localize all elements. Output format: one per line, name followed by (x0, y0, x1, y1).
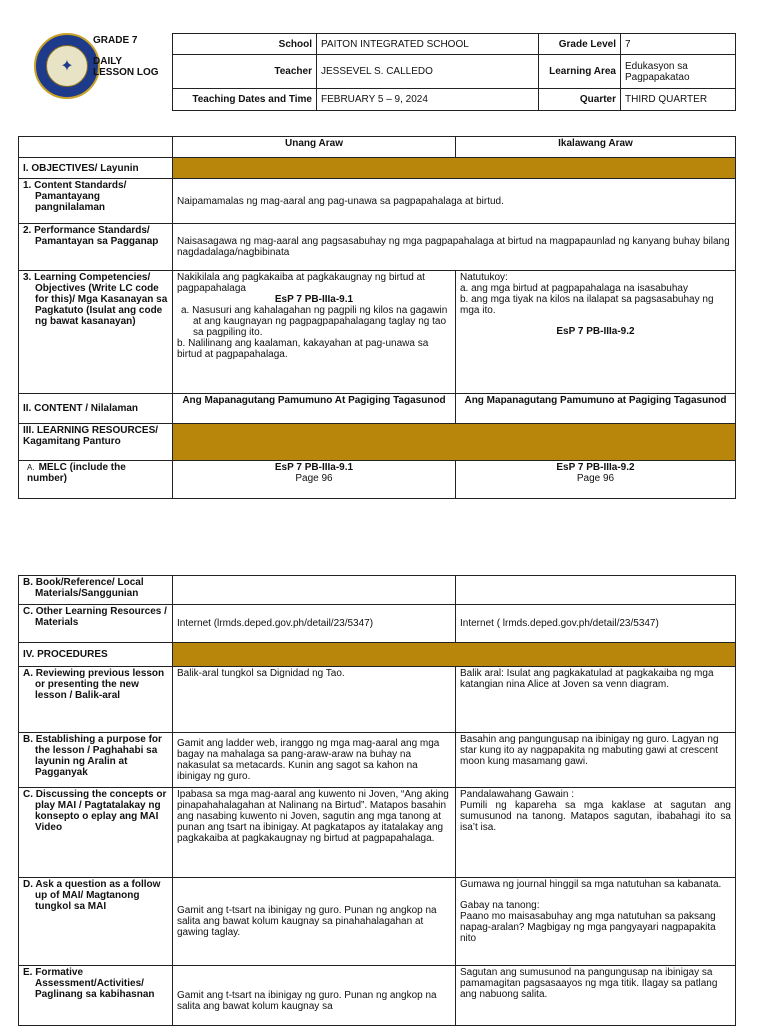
grade-level-value: 7 (621, 34, 736, 55)
content-day1: Ang Mapanagutang Pamumuno At Pagiging Tagasunod (173, 394, 456, 424)
log-title-line2: LESSON LOG (93, 67, 159, 78)
quarter-value: THIRD QUARTER (621, 89, 736, 111)
procedure-d-day2-line3: Paano mo maisasabuhay ang mga natutuhan sa paksang napag-aralan? Magbigay ng mga pangyayari nagpapakita nito (460, 911, 716, 944)
procedure-d-day2-line2: Gabay na tanong: (460, 900, 540, 911)
procedure-c-day2-title: Pandalawahang Gawain : (460, 789, 574, 800)
lc-day1-intro: Nakikilala ang pagkakaiba at pagkakaugnay ng birtud at pagpapahalaga (177, 272, 425, 294)
procedure-c-day1: Ipabasa sa mga mag-aaral ang kuwento ni Joven, “Ang aking pinapahahalagahan at Nalinang na Birtud”. Matapos basahin ang nasabing kuwento ni Joven, sagutin ang mga tanong at punan ang tsart na ibinigay. At pagkatapos ay itatalakay ang pagkakaiba at pagkakaugnay ng birtud at pagpapahalaga. (173, 788, 456, 878)
procedure-e-day1: Gamit ang t-tsart na ibinigay ng guro. Punan ng angkop na salita ang bawat kolum kaugnay sa (173, 966, 456, 1026)
book-reference-day1 (173, 576, 456, 605)
melc-day1-code: EsP 7 PB-IIIa-9.1 (274, 462, 354, 473)
quarter-label: Quarter (539, 89, 621, 111)
procedure-b-label: B. Establishing a purpose for the lesson / Paghahabi sa layunin ng Aralin at Pagganyak (19, 733, 173, 788)
dates-label: Teaching Dates and Time (173, 89, 317, 111)
lc-day1-code: EsP 7 PB-IIIa-9.1 (274, 294, 354, 305)
melc-day2-cell (456, 461, 736, 499)
melc-label-cell (19, 461, 173, 499)
procedure-c-day2-body: Pumili ng kapareha sa mga kaklase at sagutan ang sumusunod na tanong. Matapos sagutan, ibabahagi ito sa isa’t isa. (460, 800, 731, 833)
deped-seal-logo (34, 33, 100, 99)
grade-title: GRADE 7 (93, 35, 138, 46)
lc-day1-cell (173, 271, 456, 394)
learning-area-label: Learning Area (539, 55, 621, 89)
log-title-line1: DAILY (93, 56, 123, 67)
procedure-c-day2-cell (456, 788, 736, 878)
procedure-b-day1: Gamit ang ladder web, iranggo ng mga mag-aaral ang mga bagay na mahalaga sa pang-araw-araw na buhay na nakasulat sa metacards. Kunin ang sagot sa kahon na ibinigay ng guro. (173, 733, 456, 788)
book-reference-label: B. Book/Reference/ Local Materials/Sanggunian (19, 576, 173, 605)
melc-day1-cell (173, 461, 456, 499)
grade-level-label: Grade Level (539, 34, 621, 55)
lc-day2-code: EsP 7 PB-IIIa-9.2 (556, 326, 635, 337)
procedure-a-label: A. Reviewing previous lesson or presenting the new lesson / Balik-aral (19, 667, 173, 733)
objectives-heading: I. OBJECTIVES/ Layunin (19, 158, 173, 179)
resources-bar (173, 424, 736, 461)
school-label: School (173, 34, 317, 55)
dates-value: FEBRUARY 5 – 9, 2024 (317, 89, 539, 111)
lc-day1-item-b: b. Nalilinang ang kaalaman, kakayahan at pag-unawa sa birtud at pagpapahalaga. (177, 338, 429, 360)
lc-day1-item-a: a. Nasusuri ang kahalagahan ng pagpili ng kilos na gagawin at ang kaugnayan ng pagpagpapahalagang taglay ng tao sa pagpiling ito. (181, 305, 448, 338)
melc-day2-code: EsP 7 PB-IIIa-9.2 (556, 462, 635, 473)
procedure-e-label: E. Formative Assessment/Activities/ Paglinang sa kabihasnan (19, 966, 173, 1026)
melc-day1-page: Page 96 (295, 473, 333, 484)
teacher-value: JESSEVEL S. CALLEDO (317, 55, 539, 89)
lc-day2-intro: Natutukoy: (460, 272, 508, 283)
learning-resources-heading: III. LEARNING RESOURCES/ Kagamitang Panturo (19, 424, 173, 461)
procedure-d-day1: Gamit ang t-tsart na ibinigay ng guro. Punan ng angkop na salita ang bawat kolum kaugnay sa pinahahalagahan at gawing taglay. (173, 878, 456, 966)
lesson-table-1 (18, 136, 736, 499)
procedure-a-day1: Balik-aral tungkol sa Dignidad ng Tao. (173, 667, 456, 733)
book-reference-day2 (456, 576, 736, 605)
procedure-d-label: D. Ask a question as a follow up of MAI/ Magtanong tungkol sa MAI (19, 878, 173, 966)
procedures-heading: IV. PROCEDURES (19, 643, 173, 667)
melc-letter: A. (27, 463, 35, 472)
lc-day2-item-b: b. ang mga tiyak na kilos na ilalapat sa pagsasabuhay ng mga ito. (460, 294, 714, 316)
melc-label: MELC (include the number) (27, 462, 126, 484)
learning-area-value: Edukasyon sa Pagpapakatao (621, 55, 736, 89)
seal-emblem-icon: ✦ (46, 45, 88, 87)
content-label: II. CONTENT / Nilalaman (19, 394, 173, 424)
procedure-b-day2: Basahin ang pangungusap na ibinigay ng guro. Lagyan ng star kung ito ay nagpapakita ng mabuting gawi at crescent moon kung masamang gawi. (456, 733, 736, 788)
content-day2: Ang Mapanagutang Pamumuno at Pagiging Tagasunod (456, 394, 736, 424)
other-resources-label: C. Other Learning Resources / Materials (19, 605, 173, 643)
performance-standards-value: Naisasagawa ng mag-aaral ang pagsasabuhay ng mga pagpapahalaga at birtud na magpapaunlad ng kanyang buhay bilang nagdadalaga/nagbibinata (173, 224, 736, 271)
other-resources-day1: Internet (lrmds.deped.gov.ph/detail/23/5347) (173, 605, 456, 643)
lc-day2-cell (456, 271, 736, 394)
learning-competencies-label: 3. Learning Competencies/ Objectives (Write LC code for this)/ Mga Kasanayan sa Pagkatuto (Isulat ang code ng bawat kasanayan) (19, 271, 173, 394)
procedures-bar (173, 643, 736, 667)
procedure-d-day2-cell (456, 878, 736, 966)
header-table (172, 33, 736, 111)
day2-header: Ikalawang Araw (456, 137, 736, 158)
objectives-bar (173, 158, 736, 179)
procedure-d-day2-line1: Gumawa ng journal hinggil sa mga natutuhan sa kabanata. (460, 879, 722, 890)
school-value: PAITON INTEGRATED SCHOOL (317, 34, 539, 55)
lc-day2-item-a: a. ang mga birtud at pagpapahalaga na isasabuhay (460, 283, 688, 294)
content-standards-value: Naipamamalas ng mag-aaral ang pag-unawa sa pagpapahalaga at birtud. (173, 179, 736, 224)
procedure-c-label: C. Discussing the concepts or play MAI / Pagtatalakay ng konsepto o eplay ang MAI Video (19, 788, 173, 878)
teacher-label: Teacher (173, 55, 317, 89)
procedure-e-day2: Sagutan ang sumusunod na pangungusap na ibinigay sa pamamagitan pagsasaayos ng mga titik. Ilagay sa patlang ang nabuong salita. (456, 966, 736, 1026)
other-resources-day2: Internet ( lrmds.deped.gov.ph/detail/23/5347) (456, 605, 736, 643)
procedure-a-day2: Balik aral: Isulat ang pagkakatulad at pagkakaiba ng mga katangian nina Alice at Joven sa venn diagram. (456, 667, 736, 733)
day1-header: Unang Araw (173, 137, 456, 158)
content-standards-label: 1. Content Standards/ Pamantayang pangnilalaman (19, 179, 173, 224)
performance-standards-label: 2. Performance Standards/ Pamantayan sa Pagganap (19, 224, 173, 271)
lesson-table-2 (18, 575, 736, 1026)
melc-day2-page: Page 96 (576, 473, 615, 484)
